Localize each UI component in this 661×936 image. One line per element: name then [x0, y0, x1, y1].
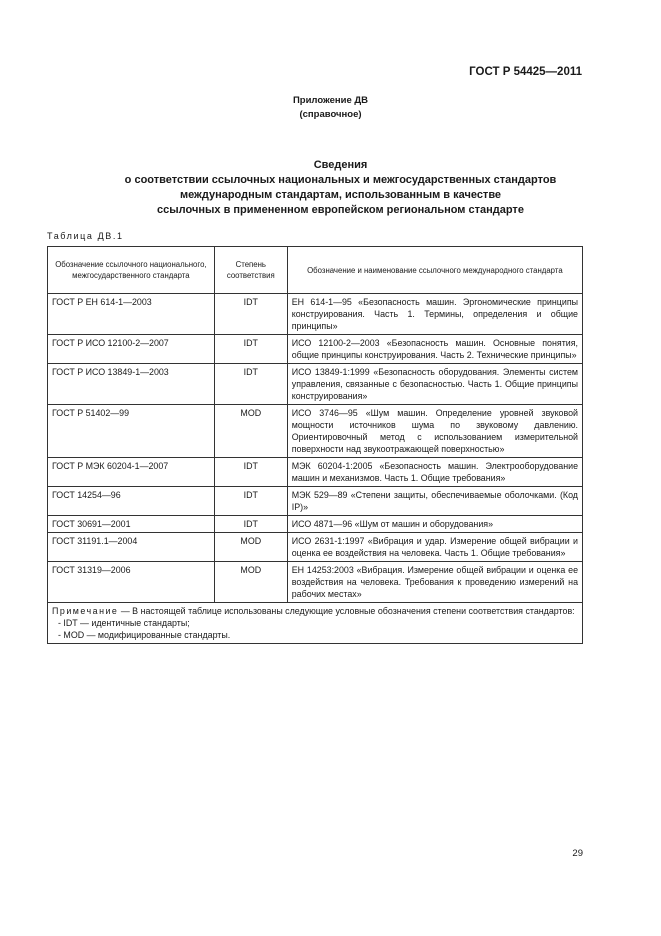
intl-standard-cell: ЕН 14253:2003 «Вибрация. Измерение общей вибрации и оценка ее воздействия на человека. Требования к проведению измерений на рабочих местах»	[287, 562, 582, 603]
table-row	[48, 487, 583, 516]
table-label: Таблица ДВ.1	[47, 231, 124, 241]
section-title	[60, 158, 621, 218]
ref-standard-cell: ГОСТ 31319—2006	[48, 562, 215, 603]
intl-standard-cell: МЭК 529—89 «Степени защиты, обеспечиваемые оболочками. (Код IP)»	[287, 487, 582, 516]
intl-standard-cell: ИСО 12100-2—2003 «Безопасность машин. Основные понятия, общие принципы конструирования. Часть 2. Технические принципы»	[287, 335, 582, 364]
title-line-2: о соответствии ссылочных национальных и межгосударственных стандартов	[124, 174, 557, 186]
degree-cell: IDT	[214, 458, 287, 487]
ref-standard-cell: ГОСТ Р ИСО 13849-1—2003	[48, 364, 215, 405]
table-header-row	[48, 247, 583, 294]
degree-cell: IDT	[214, 487, 287, 516]
intl-standard-cell: ИСО 3746—95 «Шум машин. Определение уровней звуковой мощности источников шума по звуковому давлению. Ориентировочный метод с использованием измерительной поверхности над звукоотражающей поверхностью»	[287, 405, 582, 458]
ref-standard-cell: ГОСТ Р ЕН 614-1—2003	[48, 294, 215, 335]
annex-heading	[0, 94, 661, 122]
table-note	[48, 603, 583, 644]
degree-cell: IDT	[214, 364, 287, 405]
degree-cell: IDT	[214, 294, 287, 335]
table-row	[48, 458, 583, 487]
note-item-mod: - MOD — модифицированные стандарты.	[58, 630, 231, 640]
note-text	[52, 605, 578, 617]
title-line-1: Сведения	[313, 159, 368, 171]
column-header-degree: Степень соответствия	[214, 247, 287, 294]
intl-standard-cell: ИСО 13849-1:1999 «Безопасность оборудования. Элементы систем управления, связанные с безопасностью. Часть 1. Общие принципы конструирования»	[287, 364, 582, 405]
table-row	[48, 294, 583, 335]
correspondence-table	[47, 246, 583, 644]
title-line-3: международным стандартам, использованным в качестве	[179, 189, 502, 201]
page-number: 29	[572, 848, 583, 859]
ref-standard-cell: ГОСТ Р 51402—99	[48, 405, 215, 458]
degree-cell: IDT	[214, 516, 287, 533]
intl-standard-cell: МЭК 60204-1:2005 «Безопасность машин. Электрооборудование машин и механизмов. Часть 1. Общие требования»	[287, 458, 582, 487]
note-heading: Примечание	[52, 606, 119, 616]
ref-standard-cell: ГОСТ Р ИСО 12100-2—2007	[48, 335, 215, 364]
table-row	[48, 335, 583, 364]
table-note-row	[48, 603, 583, 644]
annex-type: (справочное)	[299, 109, 362, 120]
intl-standard-cell: ИСО 2631-1:1997 «Вибрация и удар. Измерение общей вибрации и оценка ее воздействия на человека. Часть 1. Общие требования»	[287, 533, 582, 562]
note-item-idt: - IDT — идентичные стандарты;	[58, 618, 190, 628]
table-row	[48, 364, 583, 405]
annex-title: Приложение ДВ	[292, 95, 369, 106]
degree-cell: MOD	[214, 562, 287, 603]
ref-standard-cell: ГОСТ 31191.1—2004	[48, 533, 215, 562]
ref-standard-cell: ГОСТ 14254—96	[48, 487, 215, 516]
intl-standard-cell: ЕН 614-1—95 «Безопасность машин. Эргономические принципы конструирования. Часть 1. Термины, определения и общие принципы»	[287, 294, 582, 335]
table-row	[48, 516, 583, 533]
ref-standard-cell: ГОСТ 30691—2001	[48, 516, 215, 533]
column-header-intl: Обозначение и наименование ссылочного международного стандарта	[287, 247, 582, 294]
intl-standard-cell: ИСО 4871—96 «Шум от машин и оборудования»	[287, 516, 582, 533]
degree-cell: MOD	[214, 533, 287, 562]
title-line-4: ссылочных в примененном европейском региональном стандарте	[157, 204, 524, 216]
table-row	[48, 405, 583, 458]
note-body: — В настоящей таблице использованы следующие условные обозначения степени соответствия стандартов:	[118, 606, 575, 616]
table-row	[48, 562, 583, 603]
degree-cell: MOD	[214, 405, 287, 458]
document-code: ГОСТ Р 54425—2011	[469, 66, 582, 78]
table-row	[48, 533, 583, 562]
column-header-ref: Обозначение ссылочного национального, межгосударственного стандарта	[48, 247, 215, 294]
degree-cell: IDT	[214, 335, 287, 364]
ref-standard-cell: ГОСТ Р МЭК 60204-1—2007	[48, 458, 215, 487]
